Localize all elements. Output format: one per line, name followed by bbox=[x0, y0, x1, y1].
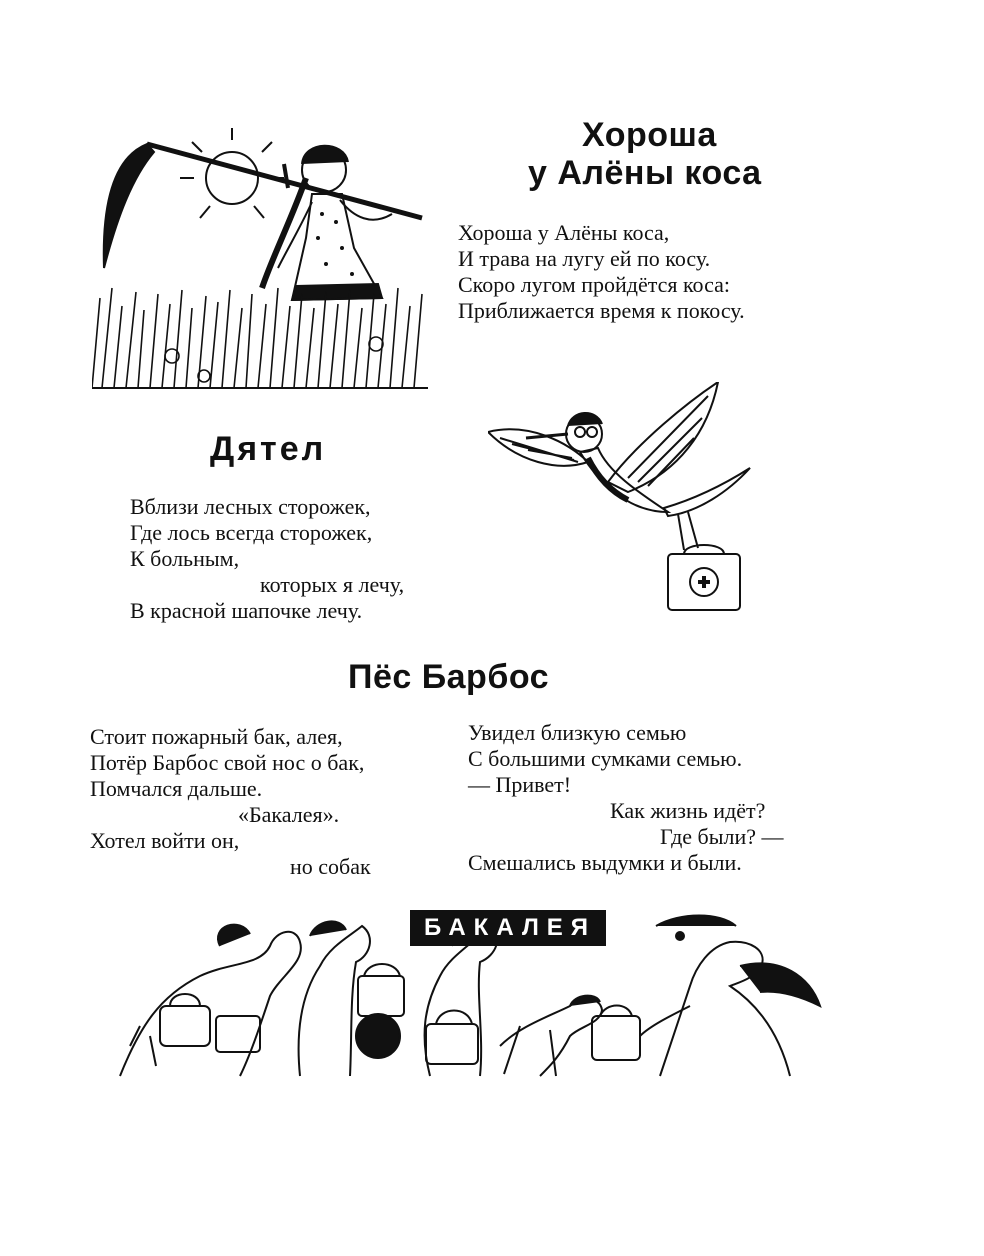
poem-title-line1: Хороша bbox=[582, 116, 717, 154]
verse-line: Стоит пожарный бак, алея, bbox=[90, 724, 343, 749]
verse-line: С большими сумками семью. bbox=[468, 746, 743, 771]
poem2-title: Дятел bbox=[210, 430, 327, 468]
verse-line: В красной шапочке лечу. bbox=[130, 598, 363, 623]
woodpecker-doctor-illustration bbox=[488, 382, 752, 614]
verse-line: которых я лечу, bbox=[260, 572, 405, 597]
girl-with-scythe-illustration bbox=[92, 118, 428, 390]
verse-line: Где лось всегда сторожек, bbox=[130, 520, 373, 545]
verse-line: Где были? — bbox=[660, 824, 784, 849]
verse-line: но собак bbox=[290, 854, 371, 879]
bakaleya-sign: БАКАЛЕЯ bbox=[410, 910, 606, 946]
verse-line: Скоро лугом пройдётся коса: bbox=[458, 272, 731, 297]
verse-line: И трава на лугу ей по косу. bbox=[458, 246, 711, 271]
verse-line: Приближается время к покосу. bbox=[458, 298, 745, 323]
verse-line: Смешались выдумки и были. bbox=[468, 850, 742, 875]
verse-line: — Привет! bbox=[468, 772, 572, 797]
poem-title-line2: у Алёны коса bbox=[528, 154, 762, 192]
verse-line: Увидел близкую семью bbox=[468, 720, 687, 745]
poem2-verse bbox=[130, 494, 404, 624]
verse-line: Как жизнь идёт? bbox=[610, 798, 766, 823]
verse-line: «Бакалея». bbox=[238, 802, 340, 827]
verse-line: Хороша у Алёны коса, bbox=[458, 220, 670, 245]
poem3-title: Пёс Барбос bbox=[348, 658, 550, 696]
poem3-verse-right bbox=[468, 720, 784, 876]
poem3-verse-left bbox=[90, 724, 371, 880]
poem1-verse bbox=[458, 220, 745, 324]
verse-line: Хотел войти он, bbox=[90, 828, 240, 853]
verse-line: К больным, bbox=[130, 546, 240, 571]
verse-line: Помчался дальше. bbox=[90, 776, 263, 801]
verse-line: Потёр Барбос свой нос о бак, bbox=[90, 750, 365, 775]
verse-line: Вблизи лесных сторожек, bbox=[130, 494, 371, 519]
